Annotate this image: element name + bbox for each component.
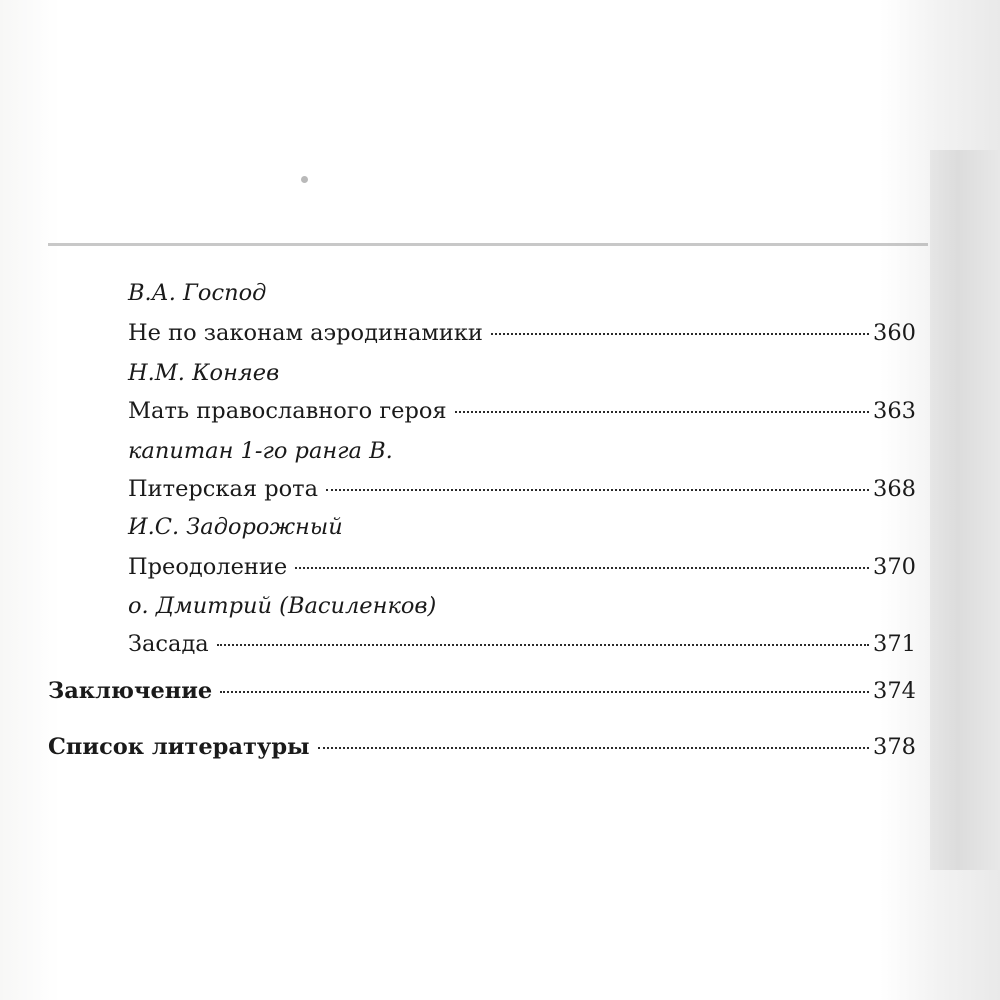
toc-entry-title: Преодоление: [128, 554, 288, 580]
toc-author: о. Дмитрий (Василенков): [128, 593, 437, 619]
toc-entry-title: Засада: [128, 631, 209, 657]
header-rule: [48, 243, 928, 246]
toc-section: [48, 676, 916, 706]
toc-section: [48, 732, 916, 762]
paper-speck: [301, 176, 308, 183]
dot-leader: [326, 489, 869, 491]
toc-entry: [128, 318, 916, 348]
dot-leader: [295, 567, 869, 569]
toc-author: Н.М. Коняев: [128, 360, 280, 386]
toc-section-title: Заключение: [48, 678, 213, 704]
toc-entry-title: Питерская рота: [128, 476, 319, 502]
toc-page-number: 371: [873, 631, 916, 657]
toc-author: И.С. Задорожный: [128, 514, 343, 540]
dot-leader: [491, 333, 869, 335]
toc-page-number: 370: [873, 554, 916, 580]
toc-section-title: Список литературы: [48, 734, 310, 760]
toc-entry-title: Не по законам аэродинамики: [128, 320, 483, 346]
toc-entry: [128, 474, 916, 504]
toc-entry-title: Мать православного героя: [128, 398, 447, 424]
toc-author: В.А. Господ: [128, 280, 267, 306]
toc-page-number: 378: [873, 734, 916, 760]
toc-page-number: 368: [873, 476, 916, 502]
toc-page-number: 360: [873, 320, 916, 346]
dot-leader: [220, 691, 869, 693]
toc-page-number: 374: [873, 678, 916, 704]
dot-leader: [217, 644, 869, 646]
toc-entry: [128, 396, 916, 426]
page-edge-shadow: [930, 150, 1000, 870]
toc-author: капитан 1-го ранга В.: [128, 438, 393, 464]
toc-entry: [128, 552, 916, 582]
dot-leader: [455, 411, 869, 413]
dot-leader: [318, 747, 869, 749]
toc-entry: [128, 629, 916, 659]
toc-page-number: 363: [873, 398, 916, 424]
